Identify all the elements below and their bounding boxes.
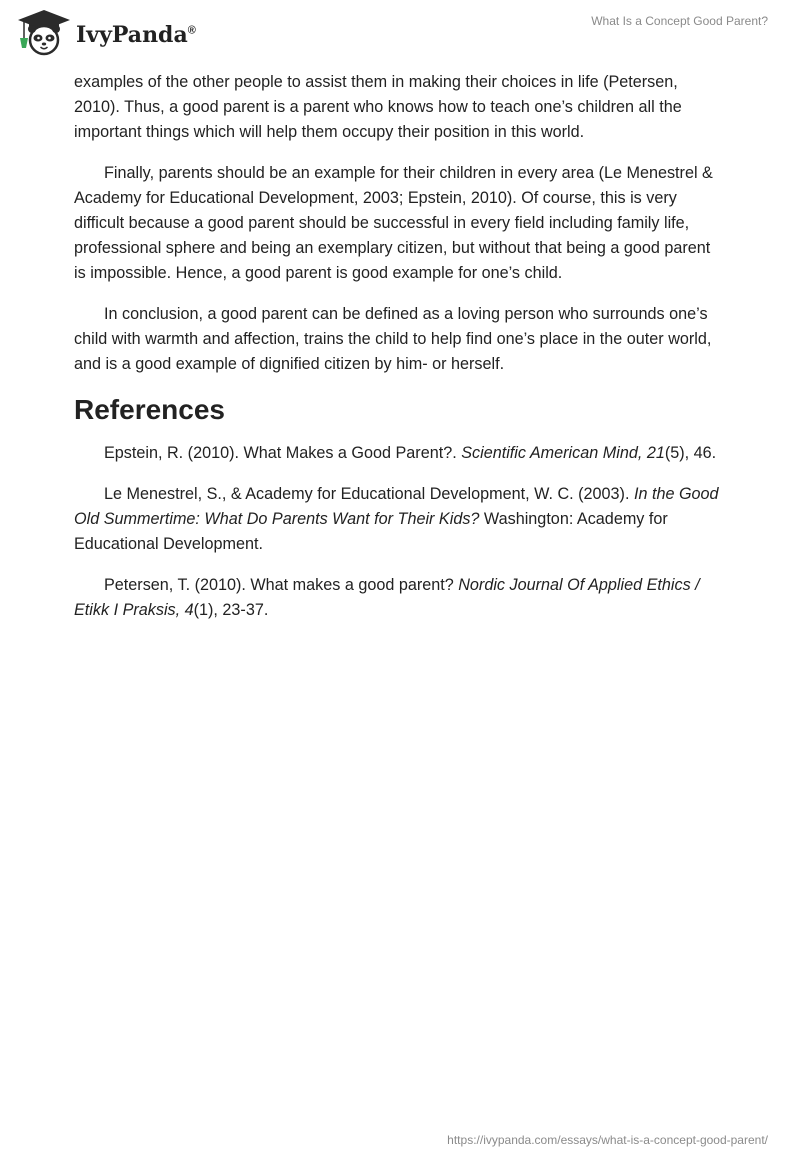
panda-graduate-icon (16, 8, 72, 58)
page-header (0, 0, 800, 64)
source-url-link[interactable]: https://ivypanda.com/essays/what-is-a-concept-good-parent/ (447, 1133, 768, 1147)
reference-text: Petersen, T. (2010). What makes a good parent? (104, 576, 459, 594)
document-title: What Is a Concept Good Parent? (591, 14, 768, 28)
body-paragraph-3: In conclusion, a good parent can be defined as a loving person who surrounds one’s child with warmth and affection, trains the child to help find one’s place in the outer world, and is a good example of dignified citizen by him- or herself. (74, 305, 712, 373)
reference-source: In the Good Old Summertime: What Do Parents Want for Their Kids? (74, 485, 719, 528)
ivypanda-logo[interactable] (16, 8, 196, 58)
reference-text: (1), 23-37. (193, 601, 269, 619)
essay-content (74, 70, 726, 639)
reference-item-petersen (74, 573, 726, 623)
reference-text: Washington: Academy for Educational Development. (74, 510, 668, 553)
logo-wordmark: IvyPanda® (76, 22, 196, 48)
reference-item-le-menestrel (74, 482, 726, 557)
reference-text: Le Menestrel, S., & Academy for Educational Development, W. C. (2003). (104, 485, 634, 503)
reference-item-epstein (74, 441, 726, 466)
reference-text: Epstein, R. (2010). What Makes a Good Parent?. (104, 444, 462, 462)
references-heading: References (74, 394, 225, 425)
reference-text: (5), 46. (664, 444, 717, 462)
reference-source: Scientific American Mind, 21 (461, 444, 665, 462)
body-paragraph-1: examples of the other people to assist them in making their choices in life (Petersen, 2010). Thus, a good parent is a parent who knows how to teach one’s children all the important things which will help them occupy their position in this world. (74, 73, 682, 141)
body-paragraph-2: Finally, parents should be an example for their children in every area (Le Menestrel & Academy for Educational Development, 2003; Epstein, 2010). Of course, this is very difficult because a good parent should be successful in every field including family life, professional sphere and being an exemplary citizen, but without that being a good parent is impossible. Hence, a good parent is good example for one’s child. (74, 164, 713, 282)
reference-source: Nordic Journal Of Applied Ethics / Etikk I Praksis, 4 (74, 576, 700, 619)
